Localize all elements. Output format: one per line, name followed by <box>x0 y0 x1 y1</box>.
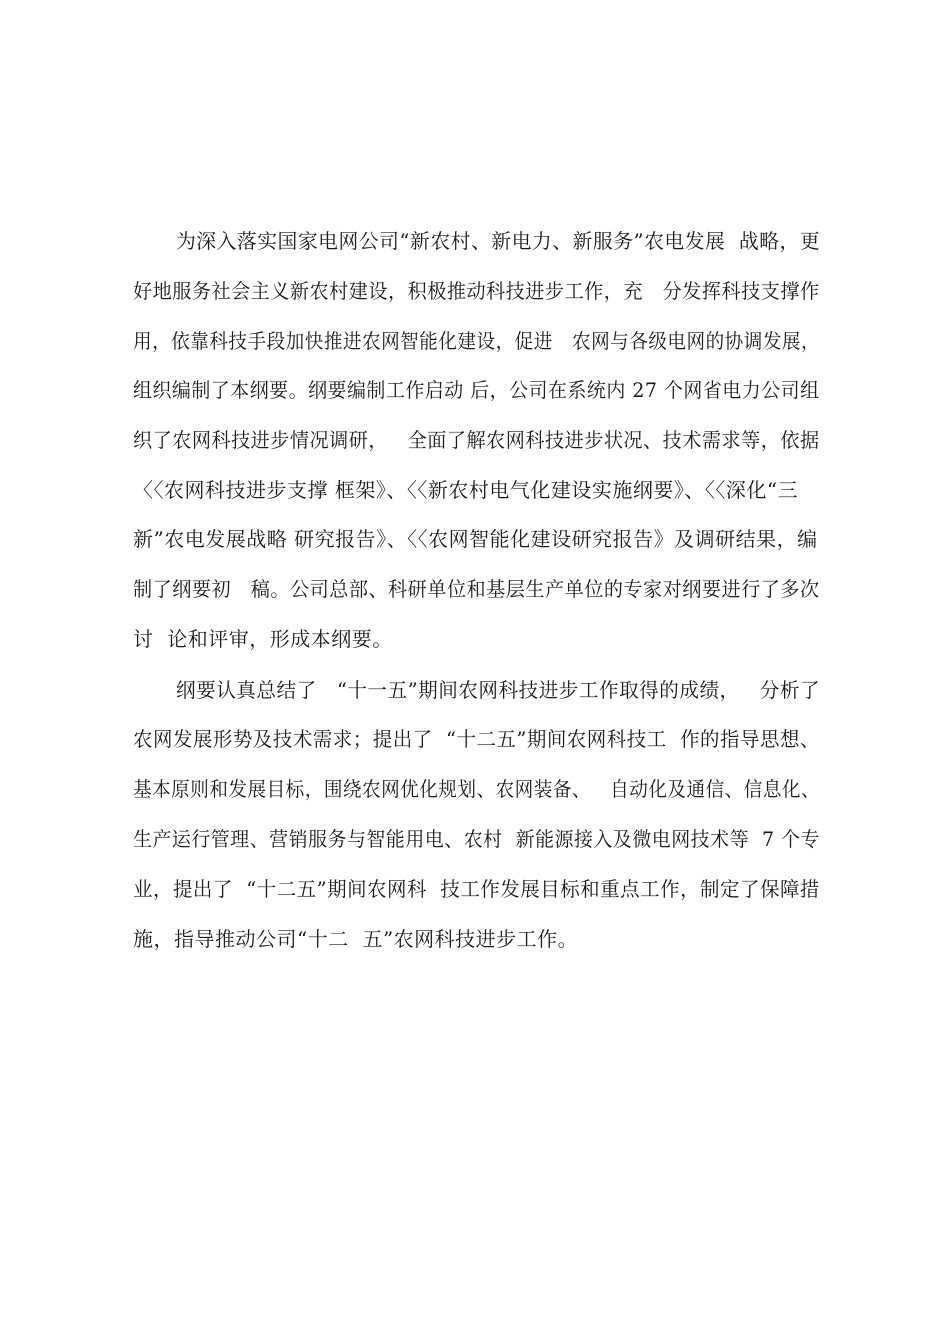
paragraph-line: 组织编制了本纲要。纲要编制工作启动 后，公司在系统内 27 个网省电力公司组 <box>133 378 820 402</box>
paragraph-line: 新”农电发展战略 研究报告》、〈〈农网智能化建设研究报告》及调研结果，编 <box>133 527 818 551</box>
paragraph-line: 制了纲要初 稿。公司总部、科研单位和基层生产单位的专家对纲要进行了多次 <box>133 577 820 601</box>
paragraph-line: 施，指导推动公司“十二 五”农网科技进步工作。 <box>133 927 579 951</box>
paragraph-line: 用，依靠科技手段加快推进农网智能化建设，促进 农网与各级电网的协调发展， <box>133 329 821 353</box>
paragraph-line: 为深入落实国家电网公司“新农村、新电力、新服务”农电发展 战略，更 <box>176 229 821 253</box>
paragraph-line: 纲要认真总结了 “十一五”期间农网科技进步工作取得的成绩， 分析了 <box>176 678 821 702</box>
paragraph-line: 基本原则和发展目标，围绕农网优化规划、农网装备、 自动化及通信、信息化、 <box>133 777 821 801</box>
paragraph-line: 业，提出了 “十二五”期间农网科 技工作发展目标和重点工作，制定了保障措 <box>133 877 820 901</box>
paragraph-line: 讨 论和评审，形成本纲要。 <box>133 627 393 651</box>
paragraph-line: 织了农网科技进步情况调研， 全面了解农网科技进步状况、技术需求等，依据 <box>133 428 820 452</box>
paragraph-line: 〈〈农网科技进步支撑 框架》、〈〈新农村电气化建设实施纲要》、〈〈深化“三 <box>133 478 799 502</box>
paragraph-line: 好地服务社会主义新农村建设，积极推动科技进步工作，充 分发挥科技支撑作 <box>133 279 820 303</box>
paragraph-line: 农网发展形势及技术需求；提出了 “十二五”期间农网科技工 作的指导思想、 <box>133 727 820 751</box>
paragraph-line: 生产运行管理、营销服务与智能用电、农村 新能源接入及微电网技术等 7 个专 <box>133 827 821 851</box>
